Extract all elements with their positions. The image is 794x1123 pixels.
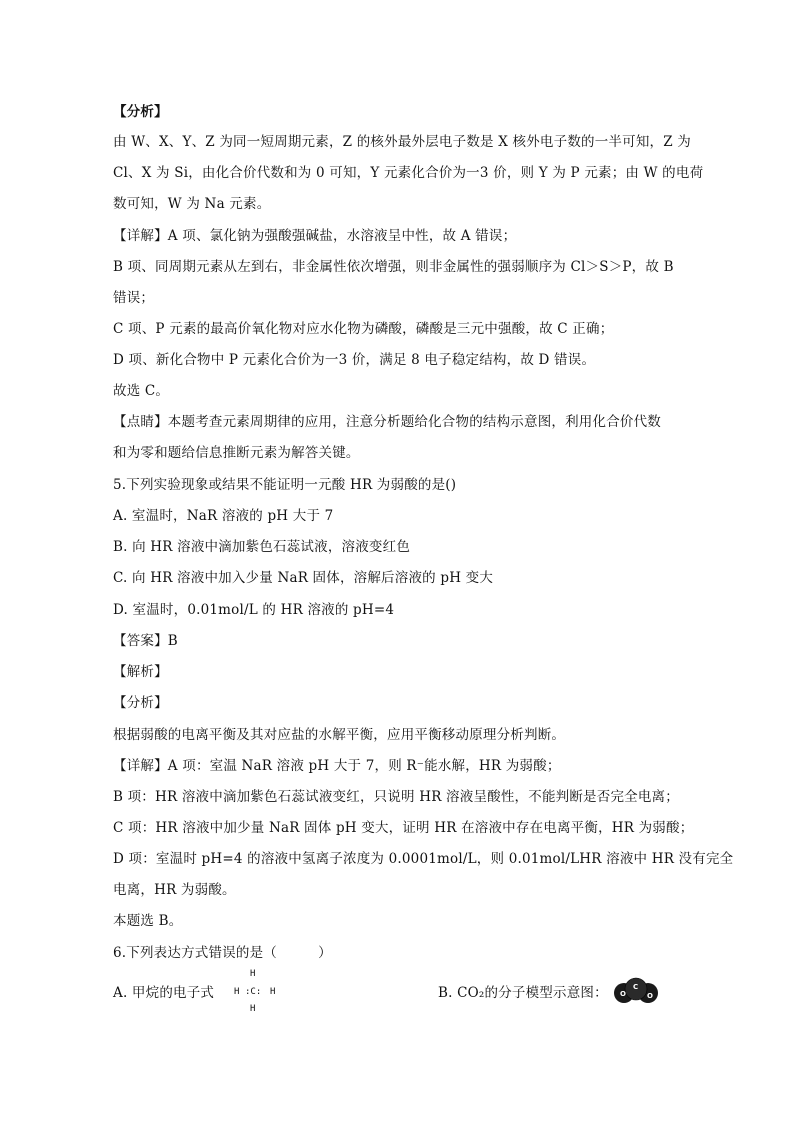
detail-line: 错误； <box>113 290 155 306</box>
analysis-text-q5: 根据弱酸的电离平衡及其对应盐的水解平衡，应用平衡移动原理分析判断。 <box>113 727 566 743</box>
analysis-heading-q5: 【分析】 <box>113 695 168 711</box>
q6-option-b: B. CO₂的分子模型示意图： <box>438 985 608 1001</box>
analysis-line: 由 W、X、Y、Z 为同一短周期元素，Z 的核外最外层电子数是 X 核外电子数的一半可知，Z 为 <box>113 134 691 150</box>
option-d: D. 室温时，0.01mol/L 的 HR 溶液的 pH=4 <box>113 602 395 618</box>
detail-line-q5: B 项：HR 溶液中滴加紫色石蕊试液变红，只说明 HR 溶液呈酸性，不能判断是否完全电离； <box>113 789 679 805</box>
co2-model-image <box>614 976 658 1006</box>
analysis-line: 数可知，W 为 Na 元素。 <box>113 196 271 212</box>
detail-line-q5: 电离，HR 为弱酸。 <box>113 882 236 898</box>
detail-line: D 项、新化合物中 P 元素化合价为一3 价，满足 8 电子稳定结构，故 D 错误。 <box>113 352 596 368</box>
answer: 【答案】B <box>113 633 178 649</box>
formula-h-bottom: H <box>250 1004 256 1014</box>
formula-h-left: H <box>234 987 240 997</box>
option-a: A. 室温时，NaR 溶液的 pH 大于 7 <box>113 508 334 524</box>
question-6-stem: 6.下列表达方式错误的是（ ） <box>113 945 332 961</box>
question-5-stem: 5.下列实验现象或结果不能证明一元酸 HR 为弱酸的是() <box>113 477 457 493</box>
detail-line: C 项、P 元素的最高价氧化物对应水化物为磷酸，磷酸是三元中强酸，故 C 正确； <box>113 321 614 337</box>
formula-h-right: H <box>270 987 276 997</box>
option-b: B. 向 HR 溶液中滴加紫色石蕊试液，溶液变红色 <box>113 539 411 555</box>
model-label-o-right: O <box>647 992 653 1000</box>
q6-option-a: A. 甲烷的电子式 <box>113 985 215 1001</box>
detail-line-q5: 【详解】A 项：室温 NaR 溶液 pH 大于 7，则 R⁻能水解，HR 为弱酸； <box>113 758 561 774</box>
detail-line-q5: D 项：室温时 pH=4 的溶液中氢离子浓度为 0.0001mol/L，则 0.01mol/LHR 溶液中 HR 没有完全 <box>113 851 734 867</box>
formula-center: :C: <box>245 987 262 997</box>
model-label-o-left: O <box>620 990 626 998</box>
model-label-c: C <box>633 983 639 991</box>
detail-line: 故选 C。 <box>113 383 170 399</box>
option-c: C. 向 HR 溶液中加入少量 NaR 固体，溶解后溶液的 pH 变大 <box>113 570 494 586</box>
analysis-heading: 【分析】 <box>113 104 168 120</box>
comment-line: 和为零和题给信息推断元素为解答关键。 <box>113 445 360 461</box>
detail-line-q5: 本题选 B。 <box>113 913 183 929</box>
formula-h-top: H <box>250 969 256 979</box>
detail-line: 【详解】A 项、氯化钠为强酸强碱盐，水溶液呈中性，故 A 错误； <box>113 228 517 244</box>
comment-line: 【点睛】本题考查元素周期律的应用，注意分析题给化合物的结构示意图，利用化合价代数 <box>113 414 661 430</box>
detail-line: B 项、同周期元素从左到右，非金属性依次增强，则非金属性的强弱顺序为 Cl＞S＞P，故 B <box>113 259 674 275</box>
analysis-line: Cl、X 为 Si，由化合价代数和为 0 可知，Y 元素化合价为一3 价，则 Y 为 P 元素；由 W 的电荷 <box>113 165 704 181</box>
explain-heading: 【解析】 <box>113 664 168 680</box>
detail-line-q5: C 项：HR 溶液中加少量 NaR 固体 pH 变大，证明 HR 在溶液中存在电离平衡，HR 为弱酸； <box>113 820 694 836</box>
